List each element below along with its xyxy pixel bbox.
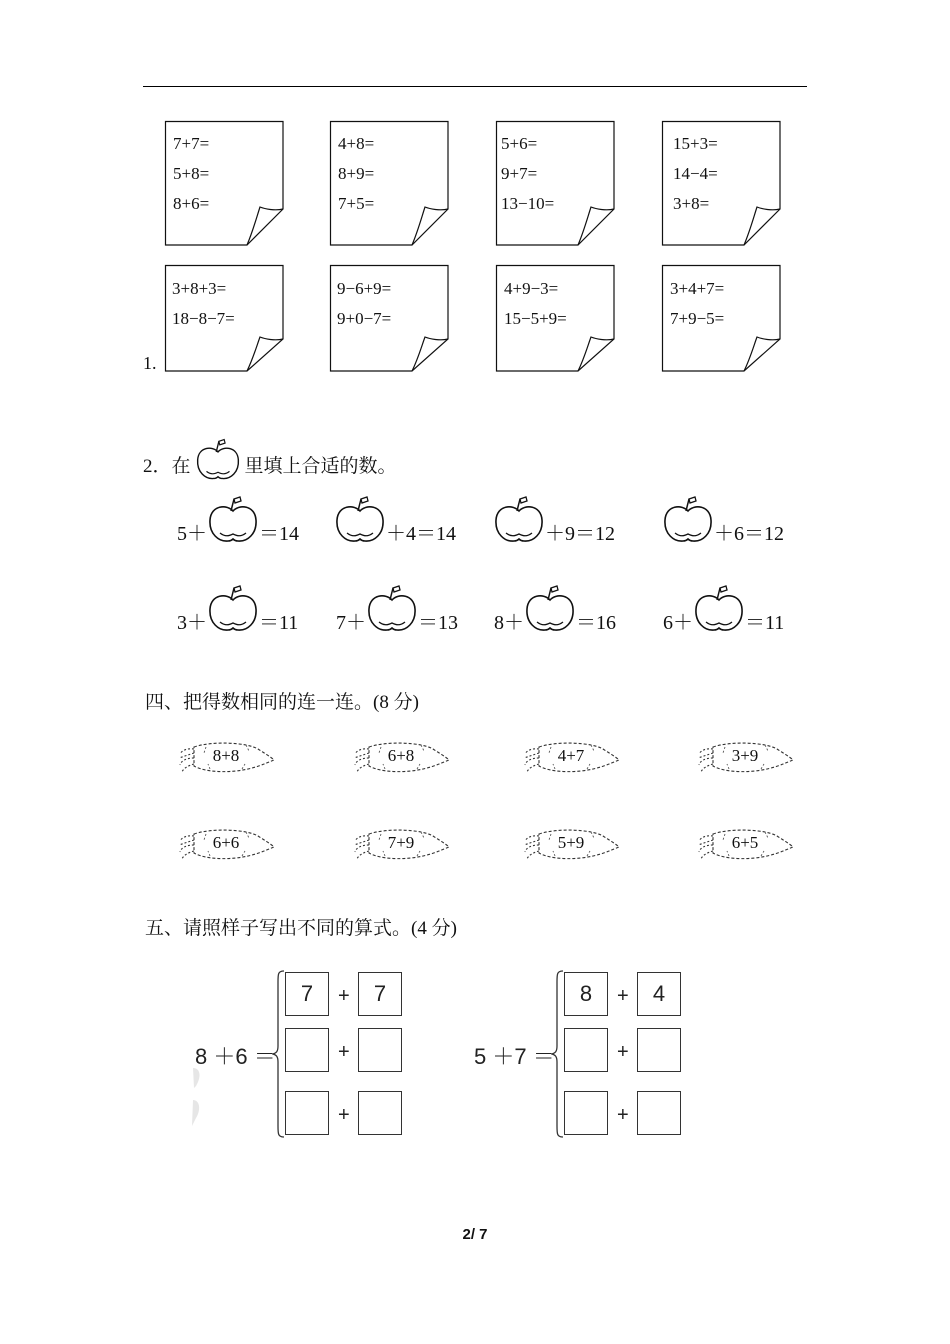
carrot-card[interactable] <box>695 739 795 775</box>
example-box: 4 <box>637 972 681 1016</box>
answer-box[interactable] <box>285 1028 329 1072</box>
carrot-expression: 6+5 <box>731 833 759 852</box>
fill-equation <box>663 582 784 634</box>
answer-box[interactable] <box>637 1091 681 1135</box>
plus-sign: + <box>338 985 350 1007</box>
card-line: 3+4+7= <box>670 279 725 298</box>
plus-sign: + <box>617 1041 629 1063</box>
carrot-expression: 8+8 <box>212 746 240 765</box>
plus-sign: + <box>338 1104 350 1126</box>
plus-sign: + <box>617 1104 629 1126</box>
right-brace-icon <box>551 970 565 1138</box>
carrot-card[interactable] <box>176 739 276 775</box>
fill-equation <box>336 582 458 634</box>
fill-equation <box>177 493 299 545</box>
note-card <box>662 121 780 245</box>
card-line: 5+8= <box>173 164 210 183</box>
card-line: 9+7= <box>501 164 538 183</box>
apple-blank[interactable] <box>334 493 386 545</box>
fill-equation <box>177 582 298 634</box>
carrot-card[interactable] <box>521 826 621 862</box>
page-number: 2/ 7 <box>462 1226 488 1243</box>
left-brace-icon <box>272 970 286 1138</box>
card-line: 3+8+3= <box>172 279 227 298</box>
carrot-card[interactable] <box>521 739 621 775</box>
apple-blank[interactable] <box>662 493 714 545</box>
card-line: 7+7= <box>173 134 210 153</box>
right-equation: 5 ＋7 ＝ <box>474 1044 555 1069</box>
equation-after: ＋6＝12 <box>714 523 784 545</box>
answer-box[interactable] <box>285 1091 329 1135</box>
example-box: 7 <box>358 972 402 1016</box>
carrot-expression: 6+6 <box>212 833 240 852</box>
note-card <box>165 121 283 245</box>
apple-blank[interactable] <box>207 493 259 545</box>
carrot-card[interactable] <box>351 826 451 862</box>
note-card <box>165 265 283 371</box>
note-card <box>662 265 780 371</box>
carrot-expression: 3+9 <box>731 746 759 765</box>
apple-icon <box>192 436 244 482</box>
equation-before: 3＋ <box>177 612 207 634</box>
apple-blank[interactable] <box>524 582 576 634</box>
card-line: 15−5+9= <box>504 309 567 328</box>
note-card <box>496 121 614 245</box>
fill-equation <box>493 493 615 545</box>
apple-blank[interactable] <box>207 582 259 634</box>
answer-box[interactable] <box>358 1028 402 1072</box>
apple-blank[interactable] <box>493 493 545 545</box>
equation-after: ＝16 <box>576 612 616 634</box>
equation-before: 5＋ <box>177 523 207 545</box>
note-card <box>330 265 448 371</box>
carrot-card[interactable] <box>351 739 451 775</box>
title-prefix: 2．在 <box>143 456 191 477</box>
card-line: 9+0−7= <box>337 309 392 328</box>
equation-after: ＋4＝14 <box>386 523 456 545</box>
carrot-expression: 7+9 <box>387 833 415 852</box>
card-line: 18−8−7= <box>172 309 235 328</box>
card-line: 4+8= <box>338 134 375 153</box>
equation-before: 8＋ <box>494 612 524 634</box>
carrot-card[interactable] <box>176 826 276 862</box>
note-card <box>496 265 614 371</box>
question-number: 1. <box>143 353 157 373</box>
fill-equation <box>662 493 784 545</box>
card-line: 8+6= <box>173 194 210 213</box>
carrot-card[interactable] <box>695 826 795 862</box>
fill-equation <box>494 582 616 634</box>
card-line: 13−10= <box>501 194 555 213</box>
card-line: 14−4= <box>673 164 718 183</box>
carrot-expression: 5+9 <box>557 833 585 852</box>
carrot-expression: 4+7 <box>557 746 585 765</box>
title-suffix: 里填上合适的数。 <box>244 456 397 477</box>
equation-after: ＝14 <box>259 523 299 545</box>
example-box: 7 <box>285 972 329 1016</box>
answer-box[interactable] <box>358 1091 402 1135</box>
header-rule <box>143 86 807 87</box>
section-5-title: 五、请照样子写出不同的算式。(4 分) <box>145 918 457 939</box>
equation-before: 6＋ <box>663 612 693 634</box>
answer-box[interactable] <box>564 1028 608 1072</box>
left-equation: 8 ＋6 ＝ <box>195 1044 276 1069</box>
equation-after: ＝11 <box>259 612 299 634</box>
card-line: 9−6+9= <box>337 279 392 298</box>
section-4-title: 四、把得数相同的连一连。(8 分) <box>145 692 419 713</box>
answer-box[interactable] <box>637 1028 681 1072</box>
equation-after: ＝11 <box>745 612 785 634</box>
card-line: 15+3= <box>673 134 718 153</box>
card-line: 7+5= <box>338 194 375 213</box>
equation-before: 7＋ <box>336 612 366 634</box>
answer-box[interactable] <box>564 1091 608 1135</box>
card-line: 8+9= <box>338 164 375 183</box>
plus-sign: + <box>617 985 629 1007</box>
card-line: 7+9−5= <box>670 309 725 328</box>
fill-equation <box>334 493 456 545</box>
equation-after: ＝13 <box>418 612 458 634</box>
apple-blank[interactable] <box>693 582 745 634</box>
plus-sign: + <box>338 1041 350 1063</box>
carrot-expression: 6+8 <box>387 746 415 765</box>
example-box: 8 <box>564 972 608 1016</box>
card-line: 3+8= <box>673 194 710 213</box>
apple-blank[interactable] <box>366 582 418 634</box>
note-card <box>330 121 448 245</box>
section-2-title <box>143 436 397 478</box>
scan-artifact <box>190 1066 204 1128</box>
card-line: 5+6= <box>501 134 538 153</box>
equation-after: ＋9＝12 <box>545 523 615 545</box>
card-line: 4+9−3= <box>504 279 559 298</box>
